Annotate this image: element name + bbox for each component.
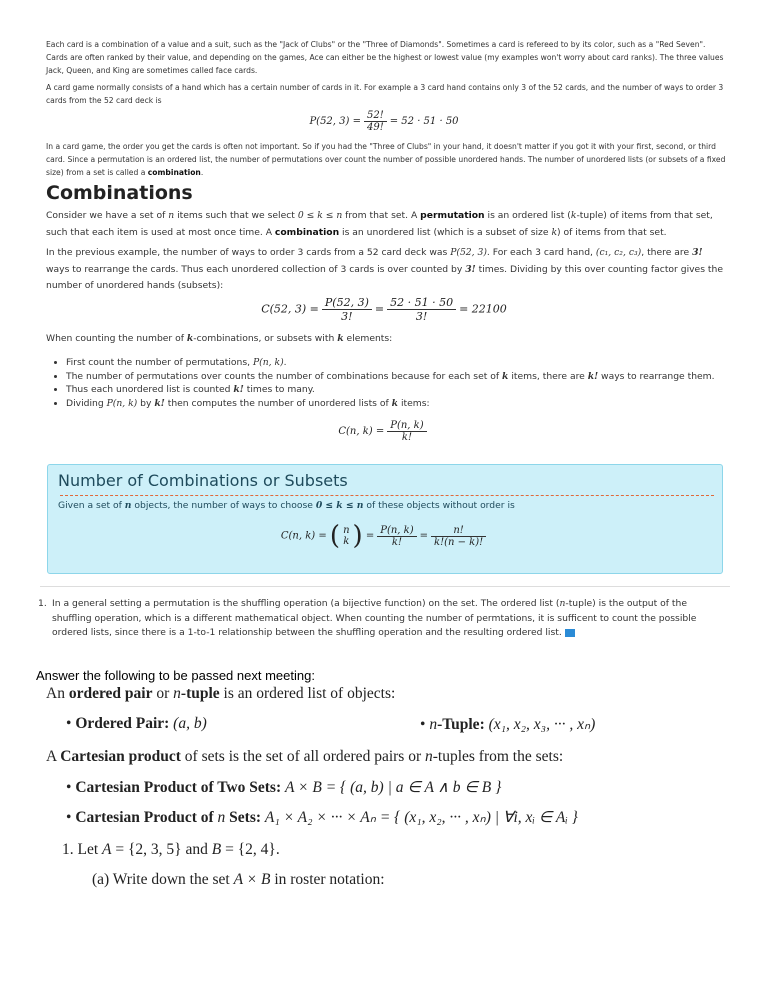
bullet-icon: • xyxy=(66,779,76,796)
math-run: 3! xyxy=(692,247,703,258)
math-run: A xyxy=(102,841,112,858)
math-run: A₁ × A₂ × ··· × Aₙ = { (x₁, x₂, ··· , xₙ) | ∀i, xᵢ ∈ Aᵢ } xyxy=(264,809,578,826)
bullet-two-sets xyxy=(66,778,501,797)
math-run: 3! xyxy=(465,263,476,275)
math-run: n xyxy=(559,598,566,609)
text-run: . xyxy=(283,357,287,368)
text-run: Cartesian product xyxy=(60,748,181,765)
math-run: n xyxy=(429,716,438,733)
text-run: of sets is the set of all ordered pairs or xyxy=(180,748,425,765)
text-run: or xyxy=(152,685,174,702)
text-run: Sets: xyxy=(225,809,265,826)
numerator: n! xyxy=(431,525,486,537)
text-run: in roster notation: xyxy=(270,871,385,888)
list-item xyxy=(66,356,746,370)
text-run: -tuple) of items from that set, such that each item is used at most once time. A xyxy=(46,210,713,238)
bullet-n-tuple xyxy=(420,715,595,734)
text-run: combination xyxy=(147,168,201,177)
text-run: -Tuple: xyxy=(437,716,489,733)
text-run: In a card game, the order you get the cards is often not important. So if you had the "Three of Clubs" in your hand, it doesn't matter if you got it with your first, second, or third card. Since a permutation is an ordered list, the number of permutations over count the number of possible unordered hands. The number of unordered lists (or subsets of a fixed size) from a set is called a xyxy=(46,142,726,177)
text-run: Thus each unordered list is counted xyxy=(66,384,234,395)
binom-bottom: k xyxy=(343,536,350,547)
text-run: by xyxy=(137,397,155,409)
text-run: In the previous example, the number of ways to order 3 cards from a 52 card deck was xyxy=(46,247,451,258)
definition-equation: C(n, k) = ( n k ) = $\frac{P(n, k)}{k!}$ = $\frac{n!}{k!(n - k)!}$ xyxy=(48,521,722,551)
ordered-pair-definition xyxy=(46,685,395,703)
text-run: -tuples from the sets: xyxy=(432,748,564,765)
math-run: k xyxy=(570,210,577,221)
combinations-paragraph-3 xyxy=(46,331,726,348)
text-run: permutation xyxy=(420,210,485,221)
text-run: items, there are xyxy=(508,370,588,382)
definition-title: Number of Combinations or Subsets xyxy=(58,471,348,490)
equation-c52-3: C(52, 3) = $\frac{P(52, 3)}{3!}$ = $\frac{52 \cdot 51 \cdot 50}{3!}$ = 22100 xyxy=(261,296,507,323)
math-run: k xyxy=(502,370,509,382)
fraction xyxy=(322,296,372,323)
text-run: items such that we select xyxy=(174,210,298,221)
math-run: 0 ≤ k ≤ n xyxy=(315,500,364,511)
eq-rhs: = 52 · 51 · 50 xyxy=(389,116,459,127)
math-run: k xyxy=(551,226,558,238)
bullet-ordered-pair xyxy=(66,715,207,733)
text-run: ordered pair xyxy=(68,685,153,702)
text-run: then computes the number of unordered lists of xyxy=(164,397,392,409)
denominator: 3! xyxy=(415,310,428,323)
text-run: Consider we have a set of xyxy=(46,210,169,221)
math-run: n xyxy=(168,210,175,221)
equation-cnk xyxy=(0,420,768,443)
list-item xyxy=(66,383,746,397)
text-run: times. Dividing by this over counting factor gives the number of unordered hands (subsets): xyxy=(46,263,723,291)
text-run: of these objects without order is xyxy=(363,500,515,511)
text-run: is an ordered list of objects: xyxy=(219,685,396,702)
text-run: Ordered Pair: xyxy=(75,715,174,732)
bullet-icon: • xyxy=(420,716,430,733)
text-run: combination xyxy=(274,226,340,238)
denominator: k! xyxy=(391,536,402,548)
list-item xyxy=(66,397,746,411)
text-run: is an ordered list ( xyxy=(484,210,571,221)
math-run: P(n, k) xyxy=(252,357,284,368)
numerator: P(n, k) xyxy=(377,525,416,537)
denominator: 3! xyxy=(341,310,353,323)
text-run: = {2, 4}. xyxy=(221,841,280,858)
math-run: n xyxy=(124,500,132,511)
fraction xyxy=(364,110,387,133)
combinations-bullet-list xyxy=(46,356,746,410)
math-run: A × B = { (a, b) | a ∈ A ∧ b ∈ B } xyxy=(284,779,502,796)
math-run: (c₁, c₂, c₃) xyxy=(595,247,642,258)
text-run: . xyxy=(200,168,204,177)
footnote xyxy=(38,597,728,641)
list-item xyxy=(66,370,746,384)
fraction xyxy=(387,296,456,323)
fraction xyxy=(431,525,486,548)
math-run: k! xyxy=(154,397,165,409)
eq-lhs: C(52, 3) = xyxy=(261,302,319,316)
text-run: ) of items from that set. xyxy=(557,226,667,238)
bullet-n-sets xyxy=(66,808,578,827)
back-link-icon[interactable] xyxy=(565,629,575,637)
footnote-number: 1. xyxy=(38,598,47,609)
bullet-text xyxy=(75,715,206,732)
text-run: First count the number of permutations, xyxy=(66,357,253,368)
denominator: 49! xyxy=(366,122,384,133)
math-run: n xyxy=(424,748,433,765)
text-run: ways to rearrange them. xyxy=(598,370,715,382)
text-run: , there are xyxy=(641,247,693,258)
text-run: Given a set of xyxy=(58,500,125,511)
bullet-text xyxy=(429,716,595,733)
math-run: (x₁, x₂, x₃, ··· , xₙ) xyxy=(488,716,596,733)
text-run: An xyxy=(46,685,69,702)
text-run: The number of permutations over counts the number of combinations because for each set of xyxy=(66,370,503,382)
bullet-icon: • xyxy=(66,715,76,732)
text-run: is an unordered list (which is a subset of size xyxy=(339,226,552,238)
math-run: k! xyxy=(587,370,599,382)
math-run: B xyxy=(211,841,222,858)
combinations-paragraph-1 xyxy=(46,208,726,241)
equation-permutation xyxy=(0,110,768,133)
text-run: When counting the number of xyxy=(46,333,187,344)
math-run: P(52, 3) xyxy=(450,247,487,258)
text-run: A card game normally consists of a hand which has a certain number of cards in it. For example a 3 card hand contains only 3 of the 52 cards, and the number of ways to order 3 cards from the 52 card deck is xyxy=(46,83,724,105)
section-heading-combinations: Combinations xyxy=(46,182,193,204)
intro-paragraph-3 xyxy=(46,140,726,179)
text-run: Each card is a combination of a value and a suit, such as the "Jack of Clubs" or the "Three of Diamonds". Sometimes a card is refereed to by its color, such as a "Red Seven". Cards are often ranked by their value, and depending on the games, Ace can either be the highest or lowest value (my examples won't worry about card ranks). The three values Jack, Queen, and King are sometimes called face cards. xyxy=(46,40,724,75)
cartesian-product-definition xyxy=(46,748,563,766)
fraction xyxy=(377,525,416,548)
text-run: elements: xyxy=(343,333,393,344)
math-run: A × B xyxy=(233,871,271,888)
eq-lhs: P(52, 3) = xyxy=(309,116,361,127)
math-run: P(n, k) xyxy=(106,397,138,409)
math-run: k! xyxy=(233,384,244,395)
text-run: 1. Let xyxy=(62,841,103,858)
numerator: P(n, k) xyxy=(387,420,426,432)
text-run: In a general setting a permutation is the shuffling operation (a bijective function) on the set. The ordered list ( xyxy=(52,598,560,609)
text-run: Cartesian Product of Two Sets: xyxy=(75,779,285,796)
eq-rhs: = 22100 xyxy=(459,302,507,316)
math-run: (a, b) xyxy=(173,715,207,732)
numerator: 52! xyxy=(364,110,387,122)
numerator: 52 · 51 · 50 xyxy=(387,296,456,310)
text-run: items: xyxy=(398,397,430,409)
text-run: (a) Write down the set xyxy=(92,871,234,888)
text-run: . For each 3 card hand, xyxy=(486,247,596,258)
math-run: k xyxy=(186,333,194,344)
text-run: from that set. A xyxy=(342,210,421,221)
text-run: Dividing xyxy=(66,397,107,409)
eq-lhs: C(n, k) = xyxy=(338,426,385,437)
footnote-body xyxy=(52,598,696,638)
assignment-prompt: Answer the following to be passed next meeting: xyxy=(36,668,315,683)
combinations-paragraph-2 xyxy=(46,245,726,295)
footnote-text xyxy=(52,597,728,641)
definition-text xyxy=(58,498,515,515)
intro-paragraph-2 xyxy=(46,81,726,107)
bullet-icon: • xyxy=(66,809,76,826)
footnote-divider xyxy=(40,586,730,587)
text-run: ways to rearrange the cards. Thus each unordered collection of 3 cards is over counted by xyxy=(46,263,466,275)
bullet-text xyxy=(75,779,501,796)
eq-lhs: C(n, k) = xyxy=(280,530,327,542)
bullet-text xyxy=(75,809,578,826)
math-run: n xyxy=(173,685,181,702)
question-1 xyxy=(62,841,280,859)
text-run: A xyxy=(46,748,61,765)
text-run: Cartesian Product of xyxy=(75,809,218,826)
text-run: -tuple xyxy=(180,685,220,702)
math-run: 0 ≤ k ≤ n xyxy=(297,210,343,221)
text-run: objects, the number of ways to choose xyxy=(131,500,316,511)
denominator: k!(n − k)! xyxy=(434,536,484,548)
math-run: k xyxy=(391,397,399,409)
text-run: -tuple) is the output of the shuffling operation, which is a different mathematical object. When counting the number of permtations, it is sufficent to count the possible ordered lists, since there is a 1-to-1 relationship between the shuffling operation and the resulting ordered list. xyxy=(52,598,697,638)
text-run: -combinations, or subsets with xyxy=(193,333,338,344)
fraction xyxy=(387,420,426,443)
numerator: P(52, 3) xyxy=(322,296,372,310)
math-run: k xyxy=(337,333,344,344)
text-run: times to many. xyxy=(243,384,315,395)
binomial xyxy=(340,525,352,547)
text-run: = {2, 3, 5} and xyxy=(111,841,212,858)
math-run: n xyxy=(217,809,226,826)
binom-top: n xyxy=(343,525,350,536)
title-underline xyxy=(60,495,714,496)
definition-box xyxy=(47,464,723,574)
intro-paragraph-1 xyxy=(46,38,726,77)
question-1a xyxy=(92,871,385,889)
denominator: k! xyxy=(401,432,412,443)
